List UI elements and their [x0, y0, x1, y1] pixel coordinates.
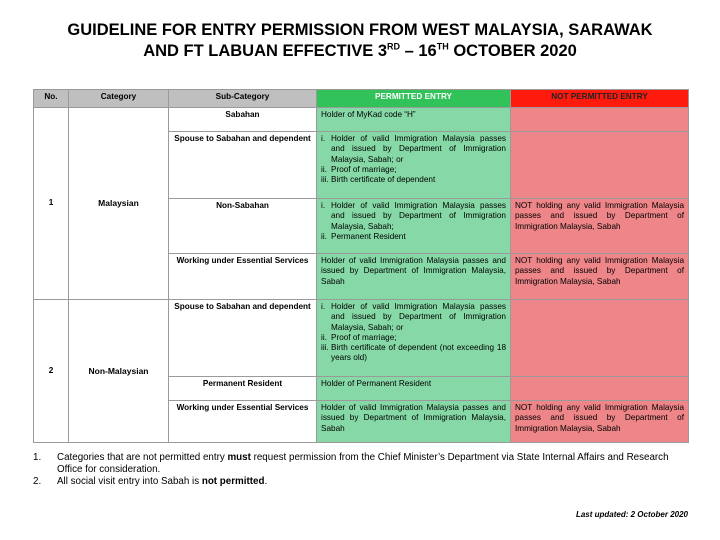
footnotes: [33, 452, 693, 488]
list-marker: i.: [321, 134, 326, 143]
permitted-cell: [317, 300, 511, 377]
title-line-2-part-b: – 16: [400, 42, 437, 60]
list-marker: iii.: [321, 343, 329, 353]
list-item: [321, 165, 506, 175]
footnote-text-part: request permission from the Chief Minister’s Department via State Internal Affairs and Research Office for consideration.: [57, 452, 669, 475]
list-item: [321, 333, 506, 343]
list-text: Holder of valid Immigration Malaysia passes and issued by Department of Immigration Malaysia, Sabah; or: [331, 134, 506, 164]
document-title: [0, 20, 720, 62]
permitted-cell: Holder of MyKad code “H”: [317, 108, 511, 132]
list-text: Birth certificate of dependent (not exceeding 18 years old): [331, 343, 506, 363]
permitted-cell: [317, 199, 511, 254]
list-text: Proof of marriage;: [331, 332, 397, 342]
footnote-text: [57, 476, 693, 488]
title-line-1: GUIDELINE FOR ENTRY PERMISSION FROM WEST MALAYSIA, SARAWAK: [67, 21, 653, 39]
not-permitted-cell: [511, 132, 689, 199]
not-permitted-cell: NOT holding any valid Immigration Malaysia passes and issued by Department of Immigration Malaysia, Sabah: [511, 401, 689, 443]
list-marker: ii.: [321, 332, 327, 342]
header-not-permitted-entry: NOT PERMITTED ENTRY: [511, 90, 689, 108]
not-permitted-cell: NOT holding any valid Immigration Malaysia passes and issued by Department of Immigration Malaysia, Sabah: [511, 254, 689, 300]
footnote-text-part: All social visit entry into Sabah is: [57, 476, 202, 487]
list-text: Holder of valid Immigration Malaysia passes and issued by Department of Immigration Malaysia, Sabah;: [331, 201, 506, 231]
footnote-text: [57, 452, 693, 476]
group-number: 1: [34, 108, 69, 300]
group-category: Non-Malaysian: [69, 300, 169, 443]
subcategory-cell: Non-Sabahan: [169, 199, 317, 254]
entry-guideline-table: [33, 89, 689, 443]
not-permitted-cell: [511, 108, 689, 132]
footnote-number: 2.: [33, 476, 42, 487]
permitted-cell: Holder of valid Immigration Malaysia passes and issued by Department of Immigration Malaysia, Sabah: [317, 254, 511, 300]
title-line-2-part-a: AND FT LABUAN EFFECTIVE 3: [143, 42, 388, 60]
list-marker: i.: [321, 302, 326, 311]
footnote-item: [33, 452, 693, 476]
title-sup-rd: RD: [387, 41, 401, 52]
list-text: Proof of marriage;: [331, 164, 397, 174]
list-marker: ii.: [321, 164, 327, 174]
list-item: [321, 343, 506, 364]
list-item: [321, 302, 506, 333]
footnote-item: [33, 476, 693, 488]
subcategory-cell: Working under Essential Services: [169, 254, 317, 300]
not-permitted-cell: NOT holding any valid Immigration Malaysia passes and issued by Department of Immigration Malaysia, Sabah: [511, 199, 689, 254]
group-category: Malaysian: [69, 108, 169, 300]
list-marker: iii.: [321, 175, 329, 185]
list-item: [321, 134, 506, 165]
subcategory-cell: Spouse to Sabahan and dependent: [169, 132, 317, 199]
permitted-cell: Holder of Permanent Resident: [317, 377, 511, 401]
footnote-text-part: Categories that are not permitted entry: [57, 452, 228, 463]
header-permitted-entry: PERMITTED ENTRY: [317, 90, 511, 108]
list-item: [321, 201, 506, 232]
subcategory-cell: Sabahan: [169, 108, 317, 132]
header-subcategory: Sub-Category: [169, 90, 317, 108]
title-line-2: [0, 41, 720, 62]
subcategory-cell: Permanent Resident: [169, 377, 317, 401]
footnote-number: 1.: [33, 452, 42, 463]
permitted-cell: Holder of valid Immigration Malaysia passes and issued by Department of Immigration Malaysia, Sabah: [317, 401, 511, 443]
list-text: Birth certificate of dependent: [331, 175, 436, 185]
table-row: [34, 108, 689, 132]
title-line-2-part-c: OCTOBER 2020: [448, 42, 577, 60]
header-no: No.: [34, 90, 69, 108]
list-item: [321, 175, 506, 185]
footnote-emphasis: not permitted: [201, 476, 265, 487]
table-row: [34, 300, 689, 377]
not-permitted-cell: [511, 300, 689, 377]
list-text: Permanent Resident: [331, 231, 406, 241]
subcategory-cell: Spouse to Sabahan and dependent: [169, 300, 317, 377]
list-item: [321, 232, 506, 242]
list-text: Holder of valid Immigration Malaysia passes and issued by Department of Immigration Malaysia, Sabah; or: [331, 302, 506, 332]
footnote-emphasis: must: [227, 452, 251, 463]
table-header-row: [34, 90, 689, 108]
footnote-text-part: .: [264, 476, 268, 487]
title-sup-th: TH: [436, 41, 449, 52]
last-updated-label: Last updated: 2 October 2020: [575, 510, 688, 519]
permitted-cell: [317, 132, 511, 199]
not-permitted-cell: [511, 377, 689, 401]
list-marker: i.: [321, 201, 326, 210]
header-category: Category: [69, 90, 169, 108]
group-number: 2: [34, 300, 69, 443]
list-marker: ii.: [321, 231, 327, 241]
subcategory-cell: Working under Essential Services: [169, 401, 317, 443]
